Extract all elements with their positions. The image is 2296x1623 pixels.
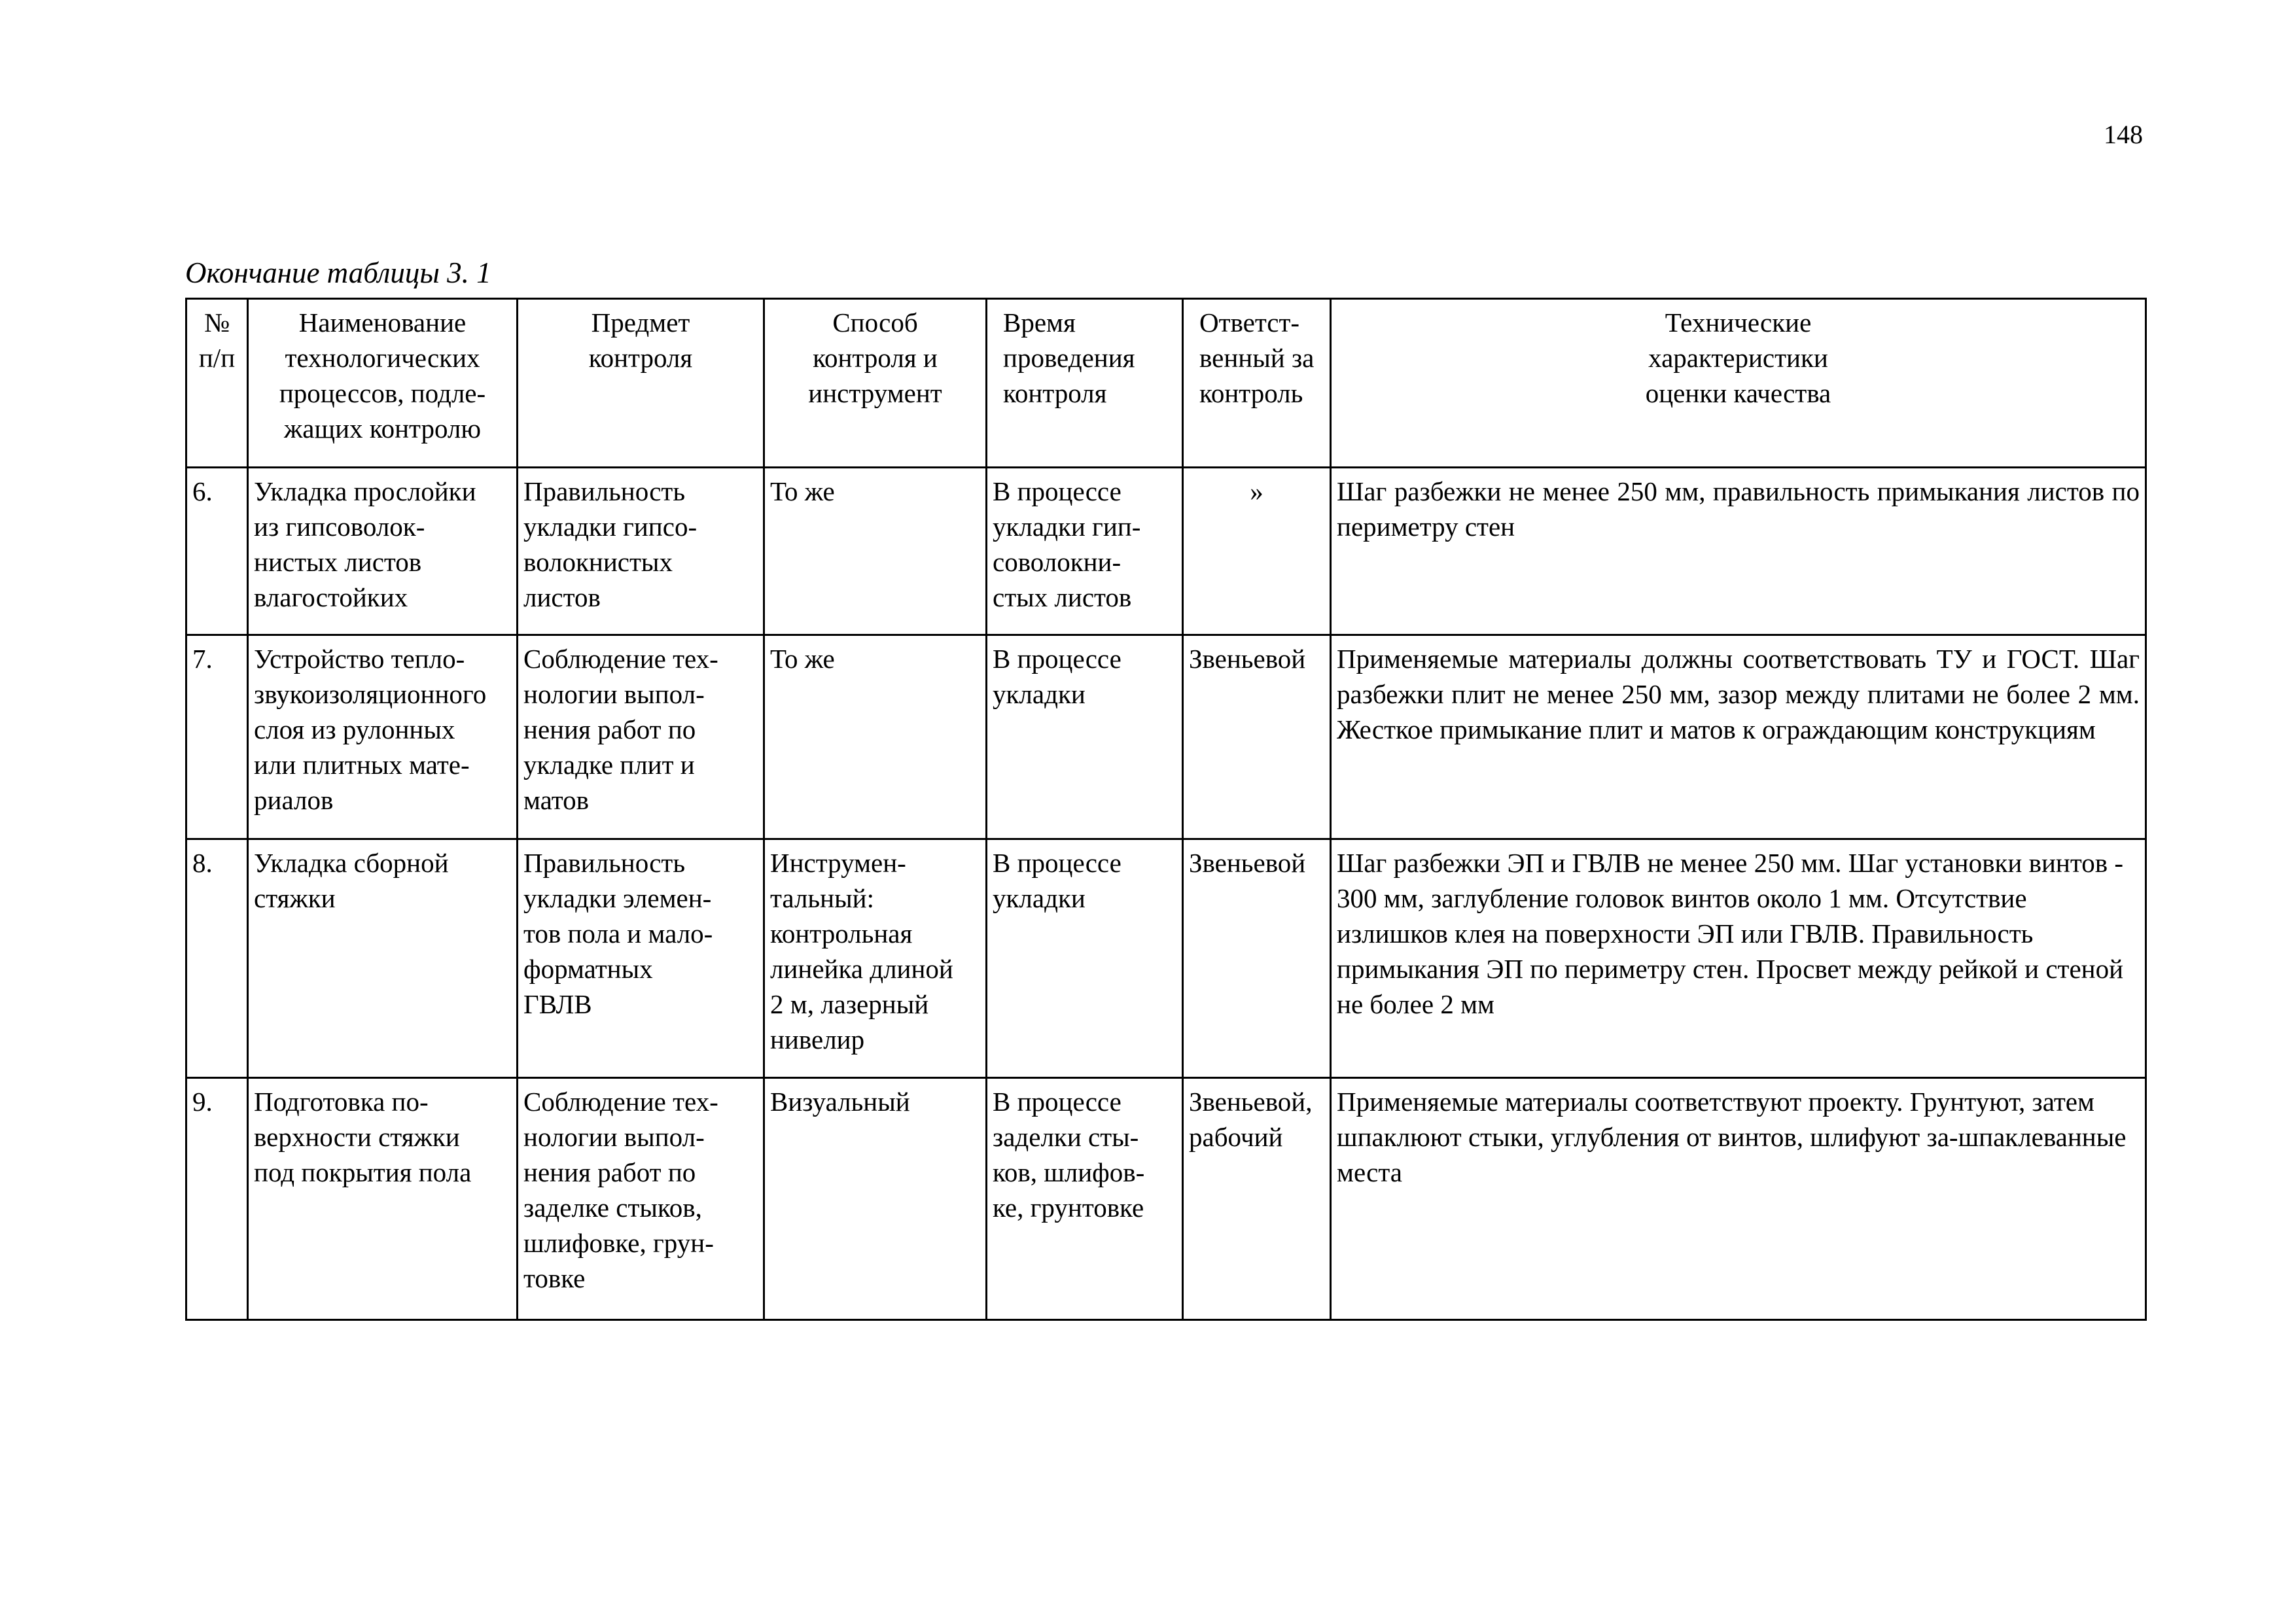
row-process: Устройство тепло- звукоизоляционного слоя из рулонных или плитных мате- риалов <box>248 635 518 839</box>
table-row <box>186 468 2146 635</box>
row-method: То же <box>764 635 987 839</box>
row-time: В процессе заделки сты- ков, шлифов- ке, грунтовке <box>987 1078 1183 1320</box>
table-row <box>186 1078 2146 1320</box>
row-process: Укладка прослойки из гипсоволок- нистых листов влагостойких <box>248 468 518 635</box>
row-process: Укладка сборной стяжки <box>248 839 518 1078</box>
header-method: Способ контроля и инструмент <box>764 299 987 468</box>
row-method: Визуальный <box>764 1078 987 1320</box>
row-number: 8. <box>186 839 248 1078</box>
header-time: Время проведения контроля <box>987 299 1183 468</box>
row-time: В процессе укладки <box>987 635 1183 839</box>
row-number: 9. <box>186 1078 248 1320</box>
table-header-row <box>186 299 2146 468</box>
row-time: В процессе укладки гип- соволокни- стых листов <box>987 468 1183 635</box>
row-number: 7. <box>186 635 248 839</box>
row-characteristics: Шаг разбежки ЭП и ГВЛВ не менее 250 мм. Шаг установки винтов - 300 мм, заглубление головок винтов около 1 мм. Отсутствие излишков клея на поверхности ЭП или ГВЛВ. Правильность примыкания ЭП по периметру стен. Просвет между рейкой и стеной не более 2 мм <box>1331 839 2146 1078</box>
row-process: Подготовка по- верхности стяжки под покрытия пола <box>248 1078 518 1320</box>
row-subject: Соблюдение тех- нологии выпол- нения работ по укладке плит и матов <box>518 635 764 839</box>
row-characteristics: Шаг разбежки не менее 250 мм, правильность примыкания листов по периметру стен <box>1331 468 2146 635</box>
page-number: 148 <box>2104 120 2143 149</box>
row-subject: Соблюдение тех- нологии выпол- нения работ по заделке стыков, шлифовке, грун- товке <box>518 1078 764 1320</box>
row-method: Инструмен- тальный: контрольная линейка длиной 2 м, лазерный нивелир <box>764 839 987 1078</box>
quality-control-table <box>185 298 2147 1321</box>
header-responsible: Ответст- венный за контроль <box>1183 299 1331 468</box>
row-responsible: Звеньевой <box>1183 839 1331 1078</box>
row-method: То же <box>764 468 987 635</box>
header-number: № п/п <box>186 299 248 468</box>
row-responsible: Звеньевой <box>1183 635 1331 839</box>
row-subject: Правильность укладки гипсо- волокнистых листов <box>518 468 764 635</box>
header-subject: Предмет контроля <box>518 299 764 468</box>
row-number: 6. <box>186 468 248 635</box>
table-row <box>186 635 2146 839</box>
row-subject: Правильность укладки элемен- тов пола и мало- форматных ГВЛВ <box>518 839 764 1078</box>
header-process: Наименование технологических процессов, подле- жащих контролю <box>248 299 518 468</box>
row-time: В процессе укладки <box>987 839 1183 1078</box>
row-responsible: » <box>1183 468 1331 635</box>
row-characteristics: Применяемые материалы соответствуют проекту. Грунтуют, затем шпаклюют стыки, углубления от винтов, шлифуют за-шпаклеванные места <box>1331 1078 2146 1320</box>
row-characteristics: Применяемые материалы должны соответствовать ТУ и ГОСТ. Шаг разбежки плит не менее 250 мм, зазор между плитами не более 2 мм. Жесткое примыкание плит и матов к ограждающим конструкциям <box>1331 635 2146 839</box>
header-characteristics: Технические характеристики оценки качества <box>1331 299 2146 468</box>
table-caption: Окончание таблицы 3. 1 <box>185 256 491 289</box>
row-responsible: Звеньевой, рабочий <box>1183 1078 1331 1320</box>
table-row <box>186 839 2146 1078</box>
